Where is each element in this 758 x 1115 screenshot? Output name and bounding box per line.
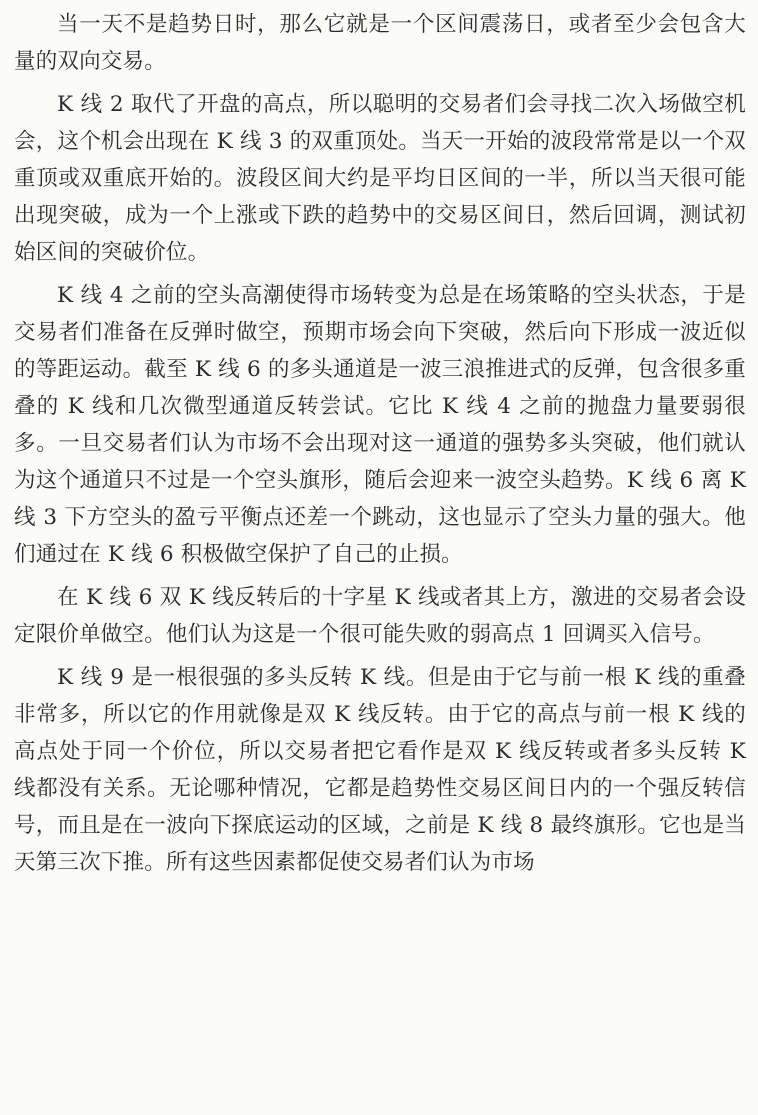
paragraph-1: 当一天不是趋势日时，那么它就是一个区间震荡日，或者至少会包含大量的双向交易。 [14, 12, 746, 74]
paragraph-2: K 线 2 取代了开盘的高点，所以聪明的交易者们会寻找二次入场做空机会，这个机会出现在 K 线 3 的双重顶处。当天一开始的波段常常是以一个双重顶或双重底开始的。波段区间大约是平均日区间的一半，所以当天很可能出现突破，成为一个上涨或下跌的趋势中的交易区间日，然后回调，测试初始区间的突破价位。 [14, 92, 746, 265]
paragraph-3: K 线 4 之前的空头高潮使得市场转变为总是在场策略的空头状态，于是交易者们准备在反弹时做空，预期市场会向下突破，然后向下形成一波近似的等距运动。截至 K 线 6 的多头通道是一波三浪推进式的反弹，包含很多重叠的 K 线和几次微型通道反转尝试。它比 K 线 4 之前的抛盘力量要弱很多。一旦交易者们认为市场不会出现对这一通道的强势多头突破，他们就认为这个通道只不过是一个空头旗形，随后会迎来一波空头趋势。K 线 6 离 K 线 3 下方空头的盈亏平衡点还差一个跳动，这也显示了空头力量的强大。他们通过在 K 线 6 积极做空保护了自己的止损。 [14, 283, 746, 567]
paragraph-4: 在 K 线 6 双 K 线反转后的十字星 K 线或者其上方，激进的交易者会设定限价单做空。他们认为这是一个很可能失败的弱高点 1 回调买入信号。 [14, 585, 746, 647]
paragraph-5: K 线 9 是一根很强的多头反转 K 线。但是由于它与前一根 K 线的重叠非常多，所以它的作用就像是双 K 线反转。由于它的高点与前一根 K 线的高点处于同一个价位，所以交易者把它看作是双 K 线反转或者多头反转 K 线都没有关系。无论哪种情况，它都是趋势性交易区间日内的一个强反转信号，而且是在一波向下探底运动的区域，之前是 K 线 8 最终旗形。它也是当天第三次下推。所有这些因素都促使交易者们认为市场 [14, 665, 746, 875]
